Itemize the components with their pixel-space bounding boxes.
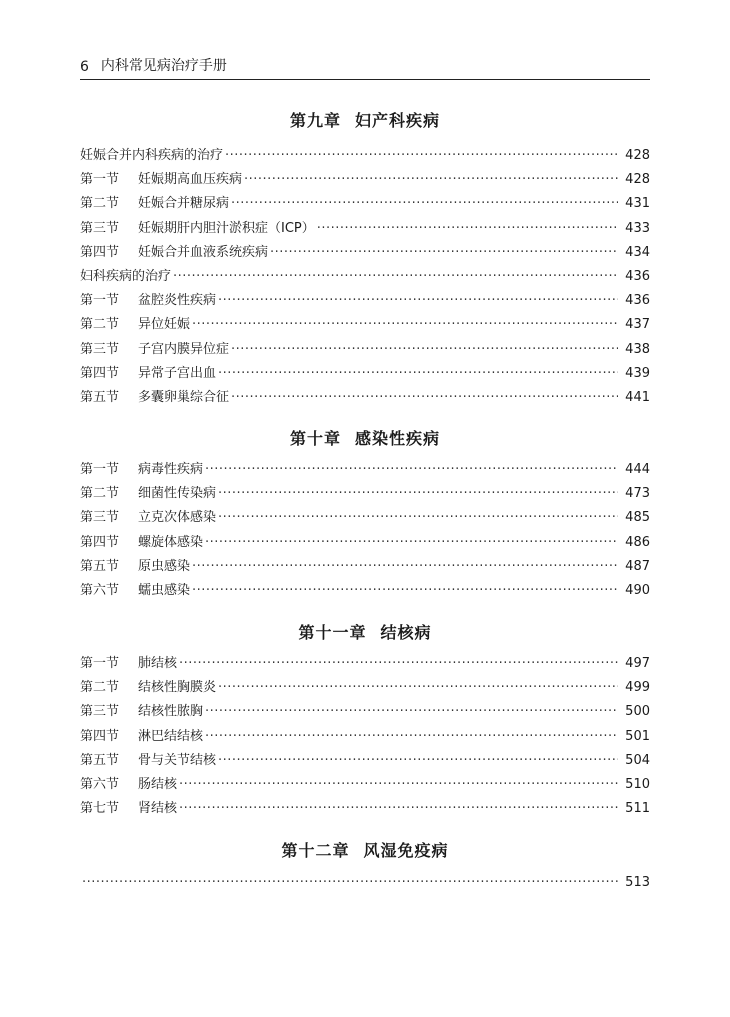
entry-title: 骨与关节结核 [138, 752, 217, 768]
chapter-name: 结核病 [380, 623, 432, 642]
toc-entry[interactable] [80, 482, 650, 506]
leader-dots [205, 700, 618, 724]
toc-entry[interactable] [80, 797, 650, 821]
chapter-heading [80, 108, 650, 131]
leader-dots [218, 676, 618, 700]
entry-title: 妊娠合并内科疾病的治疗 [80, 148, 224, 163]
leader-dots [244, 168, 618, 192]
toc-entry[interactable] [80, 168, 650, 192]
page-ref: 436 [625, 268, 650, 284]
section-number: 第六节 [80, 582, 120, 598]
page-ref: 499 [625, 680, 650, 696]
leader-dots [231, 338, 618, 362]
chapter-name: 感染性疾病 [355, 429, 441, 448]
page-ref: 434 [625, 244, 650, 260]
toc-section [80, 871, 650, 895]
toc-entry[interactable] [80, 289, 650, 313]
leader-dots [218, 749, 618, 773]
entry-title: 异常子宫出血 [138, 365, 217, 381]
toc-entry[interactable] [80, 531, 650, 555]
toc-entry[interactable] [80, 362, 650, 386]
section-number: 第四节 [80, 365, 120, 381]
toc-entry[interactable] [80, 700, 650, 724]
toc-entry[interactable] [80, 144, 650, 168]
leader-dots [218, 482, 618, 506]
entry-title: 原虫感染 [138, 558, 191, 574]
page-ref: 485 [625, 510, 650, 526]
book-title: 内科常见病治疗手册 [100, 58, 227, 74]
toc-entry[interactable] [80, 506, 650, 530]
toc-entry[interactable] [80, 871, 650, 895]
leader-dots [218, 289, 618, 313]
section-number: 第二节 [80, 317, 120, 333]
entry-title: 妊娠期高血压疾病 [138, 172, 243, 188]
entry-title: 异位妊娠 [138, 317, 191, 333]
section-number: 第六节 [80, 776, 120, 792]
entry-title: 盆腔炎性疾病 [138, 293, 217, 309]
page-ref: 513 [625, 875, 650, 890]
page-ref: 487 [625, 558, 650, 574]
section-number: 第三节 [80, 510, 120, 526]
leader-dots [270, 241, 618, 265]
chapter-heading [80, 838, 650, 861]
page-ref: 500 [625, 704, 650, 720]
entry-title: 妊娠合并糖尿病 [138, 196, 230, 212]
toc-section [80, 458, 650, 603]
toc-entry[interactable] [80, 652, 650, 676]
leader-dots [205, 458, 618, 482]
section-number: 第四节 [80, 728, 120, 744]
page-header [80, 52, 650, 80]
section-number: 第三节 [80, 704, 120, 720]
chapter-label: 第十二章 [281, 841, 350, 860]
page-ref: 501 [625, 728, 650, 744]
entry-title: 蠕虫感染 [138, 582, 191, 598]
toc-entry[interactable] [80, 241, 650, 265]
entry-title: 肾结核 [138, 801, 178, 817]
toc-entry[interactable] [80, 338, 650, 362]
leader-dots [179, 773, 618, 797]
page-ref: 438 [625, 341, 650, 357]
leader-dots [82, 871, 618, 895]
toc-section [80, 144, 650, 410]
section-number: 第二节 [80, 196, 120, 212]
section-number: 第一节 [80, 656, 120, 671]
leader-dots [317, 217, 618, 241]
section-number: 第五节 [80, 389, 120, 405]
toc-entry[interactable] [80, 313, 650, 337]
toc-entry[interactable] [80, 192, 650, 216]
toc-entry[interactable] [80, 386, 650, 410]
toc-entry[interactable] [80, 579, 650, 603]
section-number: 第一节 [80, 462, 120, 477]
toc-section [80, 652, 650, 821]
toc-entry[interactable] [80, 265, 650, 289]
page-ref: 436 [625, 293, 650, 309]
section-number: 第一节 [80, 172, 120, 188]
entry-title: 肺结核 [138, 656, 178, 671]
page-ref: 431 [625, 196, 650, 212]
page-ref: 439 [625, 365, 650, 381]
leader-dots [205, 725, 618, 749]
entry-title: 病毒性疾病 [138, 462, 204, 477]
leader-dots [231, 386, 618, 410]
page-ref: 428 [625, 148, 650, 163]
section-number: 第一节 [80, 293, 120, 309]
toc-entry[interactable] [80, 458, 650, 482]
chapter-label: 第九章 [289, 111, 341, 130]
toc-entry[interactable] [80, 217, 650, 241]
entry-title: 结核性胸膜炎 [138, 680, 217, 696]
leader-dots [179, 797, 618, 821]
entry-title: 细菌性传染病 [138, 486, 217, 502]
leader-dots [218, 506, 618, 530]
page-ref: 441 [625, 389, 650, 405]
chapter-label: 第十一章 [298, 623, 367, 642]
leader-dots [192, 555, 618, 579]
entry-title: 螺旋体感染 [138, 534, 204, 550]
page-number: 6 [80, 59, 89, 75]
toc-entry[interactable] [80, 773, 650, 797]
page-ref: 490 [625, 582, 650, 598]
section-number: 第七节 [80, 801, 120, 817]
toc-entry[interactable] [80, 749, 650, 773]
leader-dots [173, 265, 618, 289]
section-number: 第五节 [80, 558, 120, 574]
page-ref: 510 [625, 776, 650, 792]
section-number: 第四节 [80, 244, 120, 260]
leader-dots [205, 531, 618, 555]
entry-title: 妇科疾病的治疗 [80, 268, 172, 284]
page-ref: 504 [625, 752, 650, 768]
chapter-name: 妇产科疾病 [355, 111, 441, 130]
entry-title: 妊娠期肝内胆汁淤积症（ICP） [138, 220, 315, 236]
section-number: 第五节 [80, 752, 120, 768]
entry-title: 子宫内膜异位症 [138, 341, 230, 357]
section-number: 第三节 [80, 341, 120, 357]
entry-title: 结核性脓胸 [138, 704, 204, 720]
leader-dots [179, 652, 618, 676]
entry-title: 多囊卵巢综合征 [138, 389, 230, 405]
entry-title: 立克次体感染 [138, 510, 217, 526]
leader-dots [192, 579, 618, 603]
entry-title: 妊娠合并血液系统疾病 [138, 244, 269, 260]
section-number: 第二节 [80, 680, 120, 696]
toc-entry[interactable] [80, 555, 650, 579]
page-ref: 511 [625, 801, 650, 817]
page-ref: 473 [625, 486, 650, 502]
page-ref: 444 [625, 462, 650, 477]
page-ref: 437 [625, 317, 650, 333]
leader-dots [218, 362, 618, 386]
section-number: 第三节 [80, 220, 120, 236]
entry-title: 肠结核 [138, 776, 178, 792]
entry-title: 淋巴结结核 [138, 728, 204, 744]
section-number: 第二节 [80, 486, 120, 502]
chapter-name: 风湿免疫病 [363, 841, 449, 860]
chapter-heading [80, 426, 650, 449]
page-ref: 428 [625, 172, 650, 188]
leader-dots [192, 313, 618, 337]
section-number: 第四节 [80, 534, 120, 550]
page-ref: 433 [625, 220, 650, 236]
chapter-label: 第十章 [289, 429, 341, 448]
toc-entry[interactable] [80, 676, 650, 700]
leader-dots [225, 144, 618, 168]
page-ref: 486 [625, 534, 650, 550]
page-ref: 497 [625, 656, 650, 671]
leader-dots [231, 192, 618, 216]
chapter-heading [80, 620, 650, 643]
toc-entry[interactable] [80, 725, 650, 749]
